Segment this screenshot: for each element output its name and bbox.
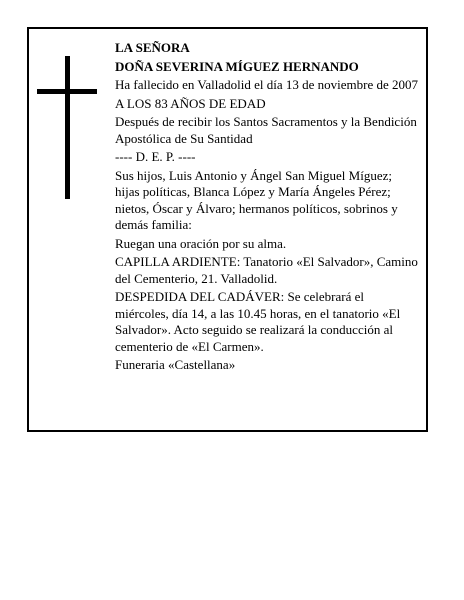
cross-icon bbox=[37, 56, 97, 199]
chapel-line: CAPILLA ARDIENTE: Tanatorio «El Salvador», Camino del Cementerio, 21. Valladolid. bbox=[115, 254, 418, 286]
deceased-name: DOÑA SEVERINA MÍGUEZ HERNANDO bbox=[115, 58, 359, 74]
sacraments-line: Después de recibir los Santos Sacramentos y la Bendición Apostólica de Su Santidad bbox=[115, 114, 417, 146]
farewell-line: DESPEDIDA DEL CADÁVER: Se celebrará el miércoles, día 14, a las 10.45 horas, en el tanatorio «El Salvador». Acto seguido se realizará la conducción al cementerio de «El Carmen». bbox=[115, 289, 401, 354]
prayer-line: Ruegan una oración por su alma. bbox=[115, 235, 287, 251]
age-line: A LOS 83 AÑOS DE EDAD bbox=[115, 95, 266, 111]
family-line: Sus hijos, Luis Antonio y Ángel San Miguel Míguez; hijas políticas, Blanca López y María Ángeles Pérez; nietos, Óscar y Álvaro; hermanos políticos, sobrinos y demás familia: bbox=[115, 167, 398, 232]
cross-horizontal-bar bbox=[37, 89, 97, 94]
obituary-notice bbox=[27, 27, 428, 432]
death-info: Ha fallecido en Valladolid el día 13 de noviembre de 2007 bbox=[115, 77, 418, 92]
notice-text bbox=[115, 40, 419, 376]
rip-line: ---- D. E. P. ---- bbox=[115, 149, 196, 164]
funeral-home-line: Funeraria «Castellana» bbox=[115, 357, 236, 372]
cross-vertical-bar bbox=[65, 56, 70, 199]
notice-title: LA SEÑORA bbox=[115, 40, 190, 55]
